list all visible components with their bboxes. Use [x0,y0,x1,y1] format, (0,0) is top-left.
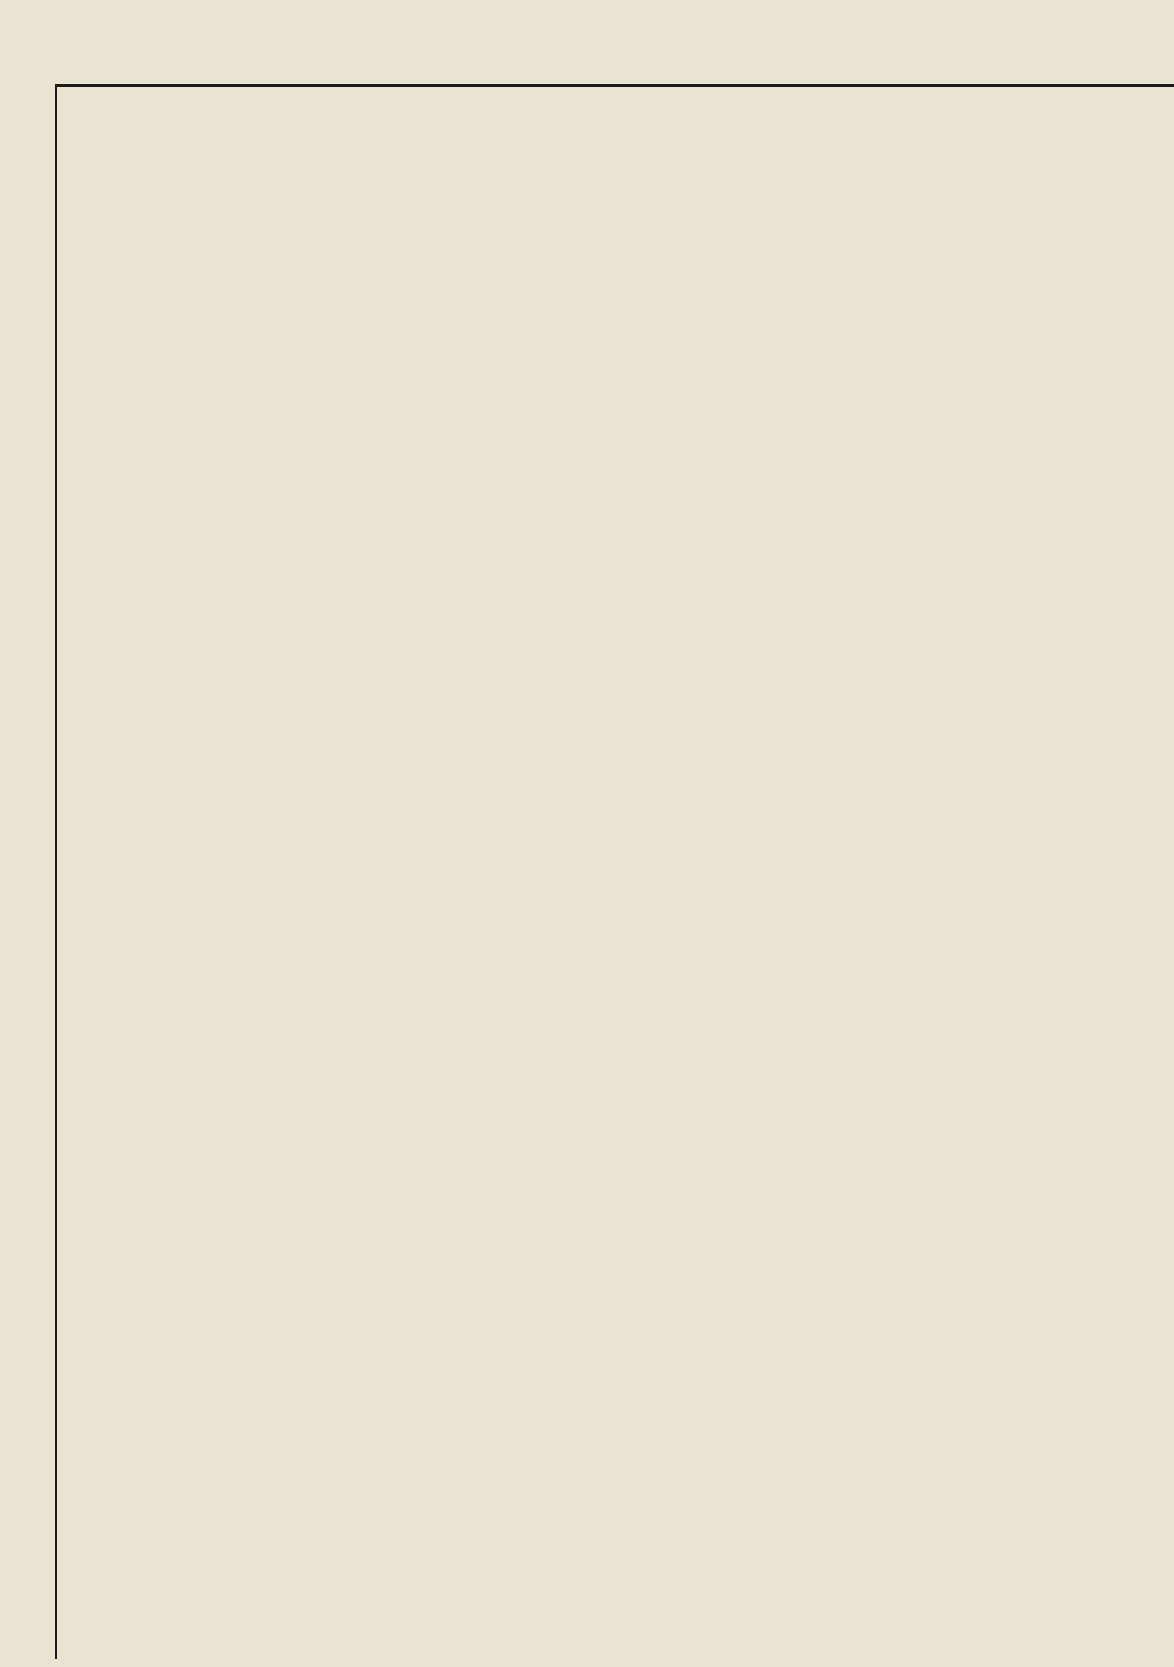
header-trade-ind [1013,170,1033,300]
header-land-total [420,185,452,340]
table-frame [55,84,1174,1659]
header-cost [925,105,973,345]
header-land-street [458,185,490,340]
